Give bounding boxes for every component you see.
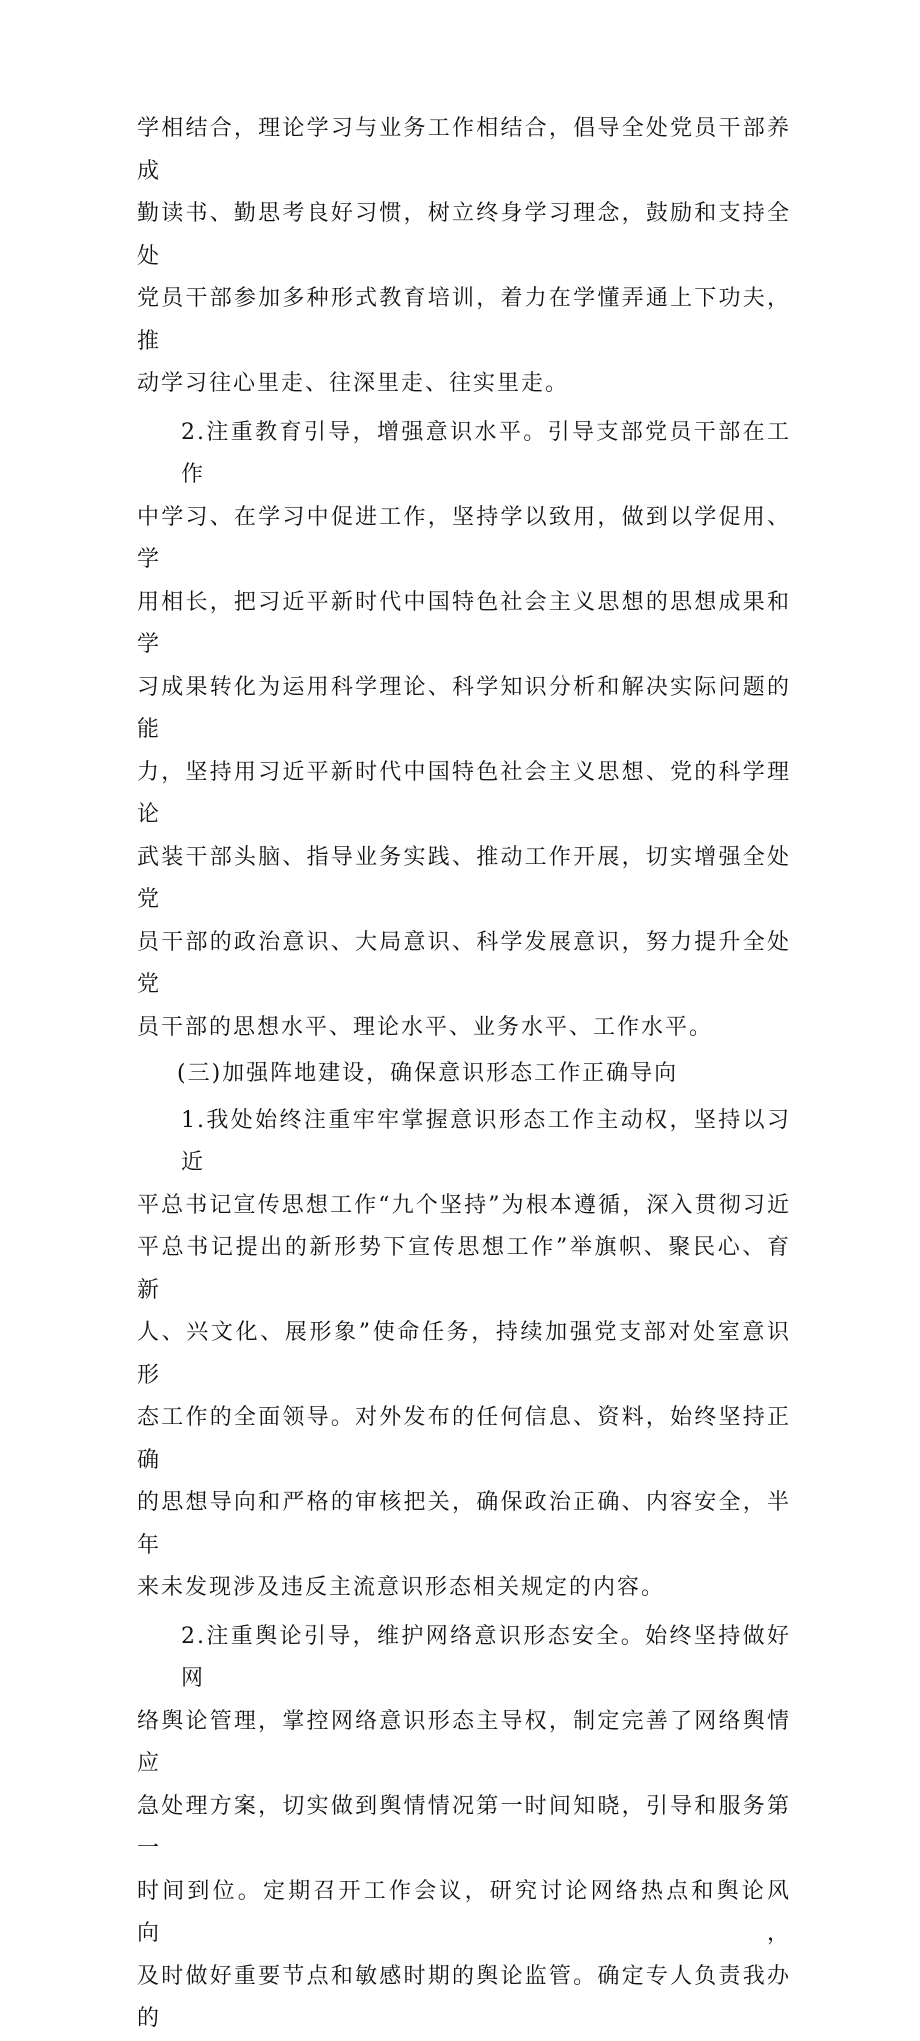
text-line: 武装干部头脑、指导业务实践、推动工作开展，切实增强全处党: [137, 844, 791, 912]
text-line: 态工作的全面领导。对外发布的任何信息、资料，始终坚持正确: [137, 1405, 791, 1473]
paragraph-public-opinion: [137, 1616, 791, 2041]
text-line: 员干部的政治意识、大局意识、科学发展意识，努力提升全处党: [137, 929, 791, 997]
text-line: 的思想导向和严格的审核把关，确保政治正确、内容安全，半年: [137, 1490, 791, 1558]
text-line: 来未发现涉及违反主流意识形态相关规定的内容。: [137, 1575, 666, 1600]
text-line: 勤读书、勤思考良好习惯，树立终身学习理念，鼓励和支持全处: [137, 201, 791, 269]
paragraph-ideology-initiative: [137, 1100, 791, 1610]
text-line: 党员干部参加多种形式教育培训，着力在学懂弄通上下功夫，推: [137, 286, 791, 354]
text-line: 力，坚持用习近平新时代中国特色社会主义思想、党的科学理论: [137, 759, 791, 827]
text-line: 学相结合，理论学习与业务工作相结合，倡导全处党员干部养成: [137, 116, 791, 184]
text-line: 及时做好重要节点和敏感时期的舆论监管。确定专人负责我办的: [137, 1963, 791, 2031]
text-line: 2.注重教育引导，增强意识水平。引导支部党员干部在工作: [181, 419, 791, 487]
paragraph-education-guidance: [137, 412, 791, 1050]
text-line: 时间到位。定期召开工作会议，研究讨论网络热点和舆论风向，: [137, 1878, 791, 1946]
text-line: 急处理方案，切实做到舆情情况第一时间知晓，引导和服务第一: [137, 1793, 791, 1861]
text-line: 用相长，把习近平新时代中国特色社会主义思想的思想成果和学: [137, 589, 791, 657]
text-line: 中学习、在学习中促进工作，坚持学以致用，做到以学促用、学: [137, 504, 791, 572]
text-line: 络舆论管理，掌控网络意识形态主导权，制定完善了网络舆情应: [137, 1708, 791, 1776]
text-line: 1.我处始终注重牢牢掌握意识形态工作主动权，坚持以习近: [181, 1107, 791, 1175]
text-line: 人、兴文化、展形象”使命任务，持续加强党支部对处室意识形: [137, 1320, 791, 1388]
text-line: 平总书记提出的新形势下宣传思想工作”举旗帜、聚民心、育新: [137, 1235, 791, 1303]
text-line: 习成果转化为运用科学理论、科学知识分析和解决实际问题的能: [137, 674, 791, 742]
paragraph-study-integration: [137, 108, 791, 406]
text-line: 平总书记宣传思想工作“九个坚持”为根本遵循，深入贯彻习近: [137, 1192, 791, 1218]
document-body: [137, 108, 791, 2041]
section-heading: (三)加强阵地建设，确保意识形态工作正确导向: [177, 1061, 679, 1086]
text-line: 动学习往心里走、往深里走、往实里走。: [137, 371, 570, 396]
text-line: 2.注重舆论引导，维护网络意识形态安全。始终坚持做好网: [181, 1623, 791, 1691]
text-line: 员干部的思想水平、理论水平、业务水平、工作水平。: [137, 1014, 714, 1040]
